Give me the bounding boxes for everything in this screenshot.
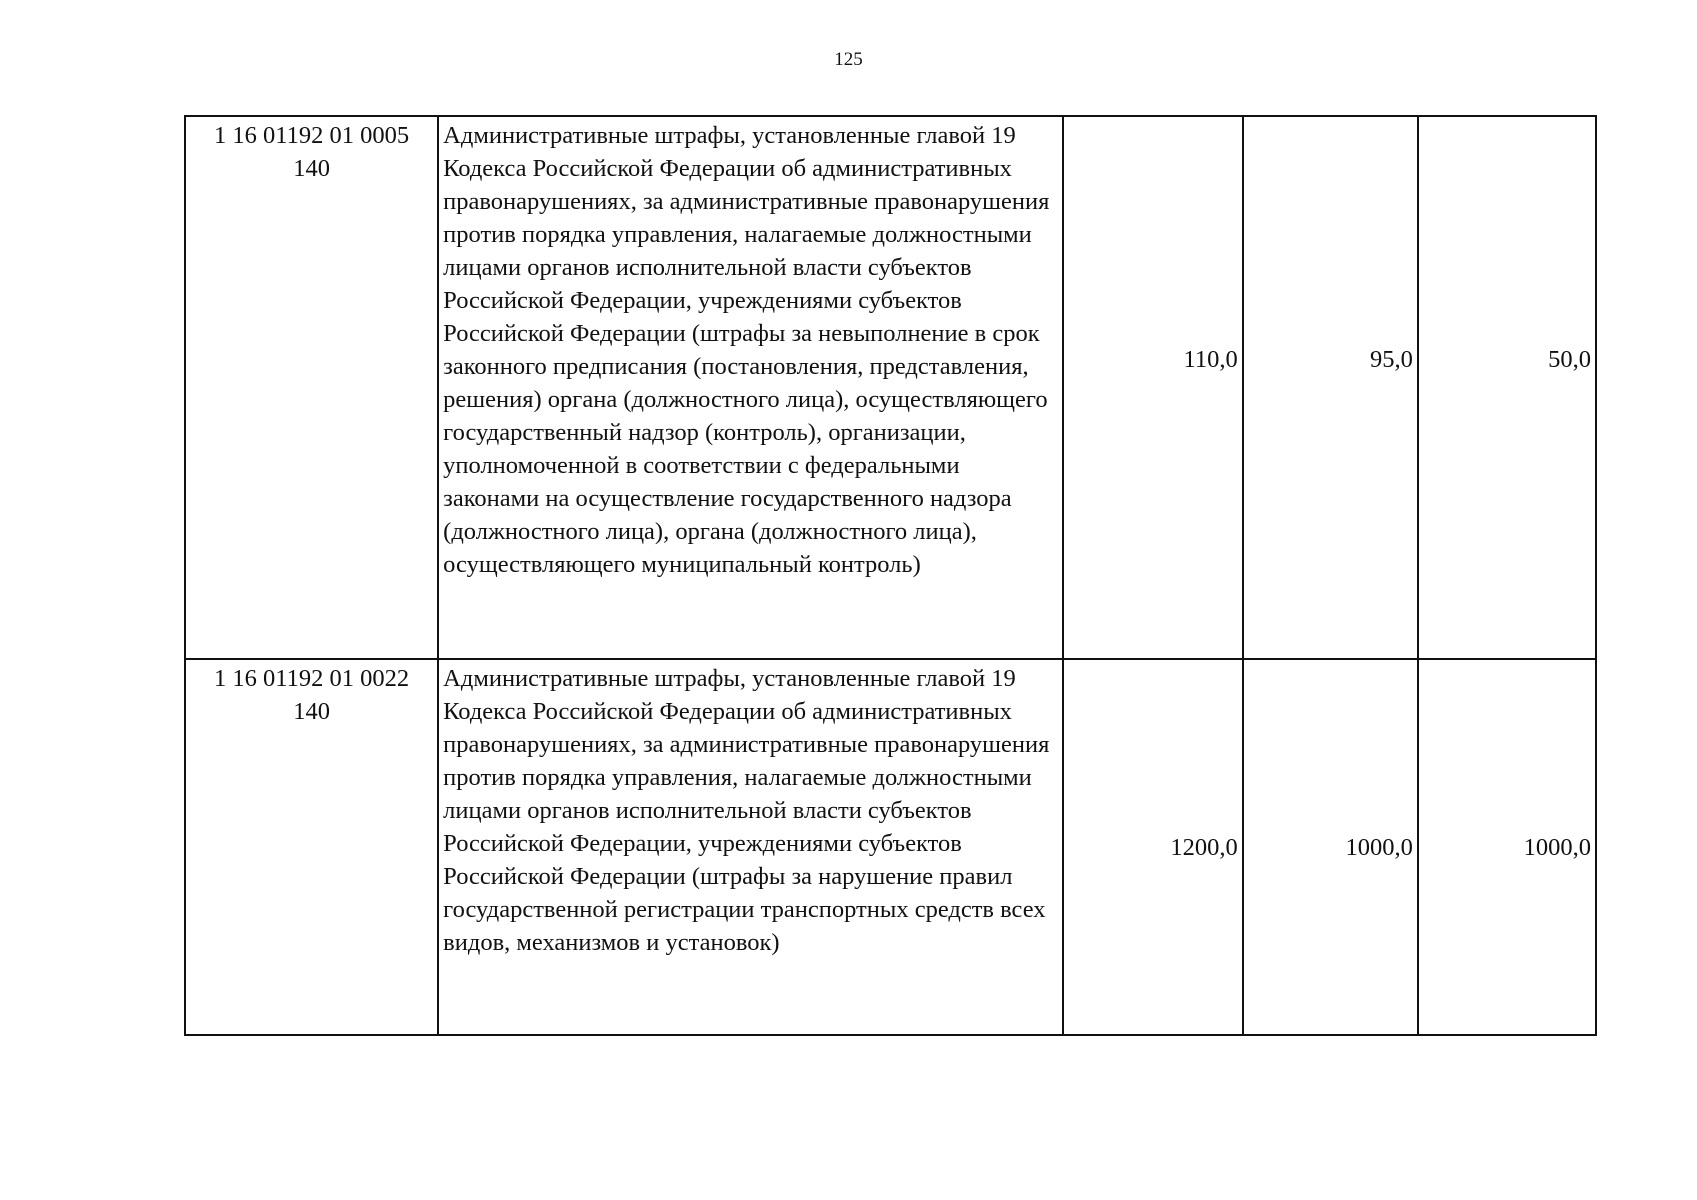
income-description: Административные штрафы, установленные главой 19 Кодекса Российской Федерации об административных правонарушениях, за административные правонарушения против порядка управления, налагаемые должностными лицами органов исполнительной власти субъектов Российской Федерации, учреждениями субъектов Российской Федерации (штрафы за нарушение правил государственной регистрации транспортных средств всех видов, механизмов и установок) [443,665,1050,956]
amount-cell-year-3 [1418,116,1596,659]
revenue-table [184,115,1597,1036]
amount-year-2: 95,0 [1369,346,1413,373]
amount-cell-year-3 [1418,659,1596,1035]
amount-year-2: 1000,0 [1345,833,1413,861]
amount-year-1: 110,0 [1183,346,1238,373]
table-row [185,659,1596,1035]
amount-year-1: 1200,0 [1170,833,1238,861]
budget-code-suffix: 140 [293,698,330,725]
description-cell [438,659,1062,1035]
page-number: 125 [834,49,863,70]
budget-code: 1 16 01192 01 0022 [214,665,410,692]
amount-cell-year-1 [1063,116,1243,659]
amount-year-3: 1000,0 [1523,833,1591,861]
budget-code-cell [185,659,438,1035]
budget-code-suffix: 140 [293,155,330,182]
table-row [185,116,1596,659]
description-cell [438,116,1062,659]
income-description: Административные штрафы, установленные главой 19 Кодекса Российской Федерации об административных правонарушениях, за административные правонарушения против порядка управления, налагаемые должностными лицами органов исполнительной власти субъектов Российской Федерации, учреждениями субъектов Российской Федерации (штрафы за невыполнение в срок законного предписания (постановления, представления, решения) органа (должностного лица), осуществляющего государственный надзор (контроль), организации, уполномоченной в соответствии с федеральными законами на осуществление государственного надзора (должностного лица), органа (должностного лица), осуществляющего муниципальный контроль) [443,122,1050,578]
amount-cell-year-2 [1243,116,1418,659]
budget-code: 1 16 01192 01 0005 [214,122,410,149]
amount-year-3: 50,0 [1548,346,1591,373]
amount-cell-year-1 [1063,659,1243,1035]
budget-code-cell [185,116,438,659]
amount-cell-year-2 [1243,659,1418,1035]
